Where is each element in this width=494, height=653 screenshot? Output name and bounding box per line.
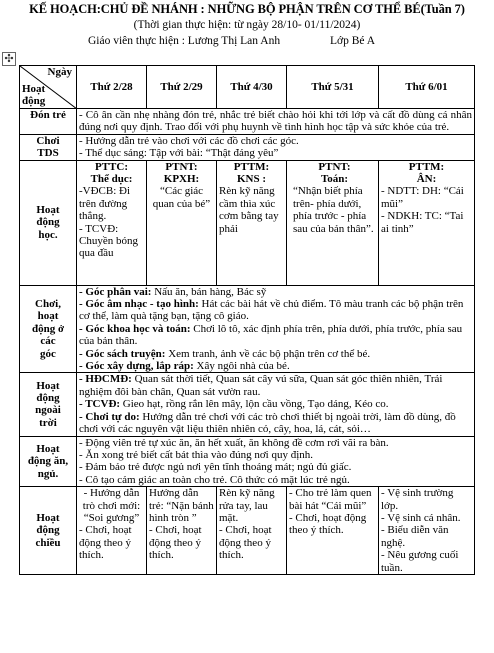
don-tre-content: - Cô ân cần nhẹ nhàng đón trẻ, nhắc trẻ biết chào hỏi khi tới lớp và cất đồ dùng cá nhân đúng nơi quy định. Trao đổi với phụ huynh về tình hình học tập và sức khỏe của trẻ.	[77, 109, 475, 135]
table-move-handle-icon[interactable]: ✣	[2, 52, 16, 66]
document-title: KẾ HOẠCH:CHỦ ĐỀ NHÁNH : NHỮNG BỘ PHẬN TRÊN CƠ THỂ BÉ(Tuần 7)	[29, 2, 465, 16]
day-header-3: Thứ 4/30	[217, 66, 287, 109]
weekly-plan-table	[19, 65, 475, 575]
table-header-row	[20, 66, 475, 109]
label-don-tre: Đón trẻ	[20, 109, 77, 135]
label-choi-tds: Chơi TDS	[20, 134, 77, 160]
hoc-cell-wed: PTTM: KNS : Rèn kỹ năng cầm thìa xúc cơm bằng tay phải	[217, 160, 287, 285]
hoc-cell-fri: PTTM: ÂN: - NDTT: DH: “Cái mũi” - NDKH: TC: “Tai ai tinh”	[379, 160, 475, 285]
list-item: - TCVĐ: Gieo hạt, rồng rắn lên mây, lộn cầu vồng, Tạo dáng, Kéo co.	[79, 398, 389, 411]
teacher-name: Giáo viên thực hiện : Lương Thị Lan Anh	[88, 35, 281, 47]
label-ngoai-troi: Hoạt động ngoài trời	[20, 373, 77, 436]
day-header-2: Thứ 2/29	[147, 66, 217, 109]
label-an-ngu: Hoạt động ăn, ngủ.	[20, 436, 77, 487]
choi-goc-content	[77, 285, 475, 373]
list-item: - Chơi tự do: Hướng dẫn trẻ chơi với các trò chơi thiết bị ngoài trời, làm đồ dùng, đồ chơi với các nguyên vật liệu thiên nhiên cỏ, cây, hoa, lá, cát, sỏi…	[79, 410, 456, 436]
row-don-tre	[20, 109, 475, 135]
hoc-cell-thu: PTNT: Toán: “Nhận biết phía trên- phía dưới, phía trước - phía sau của bản thân”.	[287, 160, 379, 285]
chieu-cell-tue: Hướng dẫn trẻ: “Nặn bánh hình tròn ” - Chơi, hoạt động theo ý thích.	[147, 487, 217, 575]
an-ngu-content: - Động viên trẻ tự xúc ăn, ăn hết xuất, ăn không đề cơm rơi vãi ra bàn. - Ăn xong trẻ biết cất bát thìa vào đúng nơi quy định. - Đảm bảo trẻ được ngủ nơi yên tĩnh thoáng mát; ngủ đủ giấc. - Cô tạo cảm giác an toàn cho trẻ. Cô thức có mặt lúc trẻ ngủ.	[77, 436, 475, 487]
corner-day-label: Ngày	[47, 66, 72, 78]
label-choi-goc: Chơi, hoạt động ở các góc	[20, 285, 77, 373]
teacher-line	[88, 35, 376, 47]
document-time-range: (Thời gian thực hiện: từ ngày 28/10- 01/11/2024)	[133, 19, 361, 31]
day-header-4: Thứ 5/31	[287, 66, 379, 109]
day-header-1: Thứ 2/28	[77, 66, 147, 109]
row-an-ngu	[20, 436, 475, 487]
chieu-cell-wed: Rèn kỹ năng rửa tay, lau mặt. - Chơi, hoạt động theo ý thích.	[217, 487, 287, 575]
hoc-cell-mon: PTTC: Thể dục: -VĐCB: Đi trên đường thẳng. - TCVĐ: Chuyền bóng qua đầu	[77, 160, 147, 285]
label-hoat-dong-hoc: Hoạt động học.	[20, 160, 77, 285]
hoc-cell-tue: PTNT: KPXH: “Các giác quan của bé”	[147, 160, 217, 285]
row-hoat-dong-hoc	[20, 160, 475, 285]
list-item: - Góc âm nhạc - tạo hình: Hát các bài hát về chủ điểm. Tô màu tranh các bộ phận trên cơ thể, làm quà tặng bạn, tặng cô giáo.	[79, 298, 464, 323]
chieu-cell-fri: - Vệ sinh trường lớp. - Vệ sinh cá nhân. - Biểu diễn văn nghệ. - Nêu gương cuối tuần.	[379, 487, 475, 575]
row-chieu	[20, 487, 475, 575]
corner-cell	[20, 66, 77, 109]
class-name: Lớp Bé A	[330, 35, 376, 47]
chieu-cell-thu: - Cho trẻ làm quen bài hát “Cái mũi” - Chơi, hoạt động theo ý thích.	[287, 487, 379, 575]
list-item: - Góc xây dựng, lắp ráp: Xây ngôi nhà của bé.	[79, 360, 290, 373]
chieu-cell-mon: - Hướng dẫn trò chơi mới: “Soi gương” - Chơi, hoạt động theo ý thích.	[77, 487, 147, 575]
choi-tds-content: - Hướng dẫn trẻ vào chơi với các đồ chơi các góc. - Thể dục sáng: Tập với bài: “Thật đáng yêu”	[77, 134, 475, 160]
list-item: - Góc sách truyện: Xem tranh, ảnh về các bộ phận trên cơ thể bé.	[79, 347, 371, 360]
day-header-5: Thứ 6/01	[379, 66, 475, 109]
row-choi-tds	[20, 134, 475, 160]
row-ngoai-troi	[20, 373, 475, 436]
list-item: - Góc khoa học và toán: Chơi lô tô, xác định phía trên, phía dưới, phía trước, phía sau của bản thân.	[79, 322, 463, 348]
ngoai-troi-content	[77, 373, 475, 436]
row-choi-goc	[20, 285, 475, 373]
corner-activity-label: Hoạt động	[22, 83, 46, 107]
list-item: - Góc phân vai: Nấu ăn, bán hàng, Bác sỹ	[79, 285, 267, 298]
label-chieu: Hoạt động chiều	[20, 487, 77, 575]
list-item: - HĐCMĐ: Quan sát thời tiết, Quan sát cây vú sữa, Quan sát góc thiên nhiên, Trải nghiệm đôi bàn chân, Quan sát vườn rau.	[79, 373, 443, 398]
